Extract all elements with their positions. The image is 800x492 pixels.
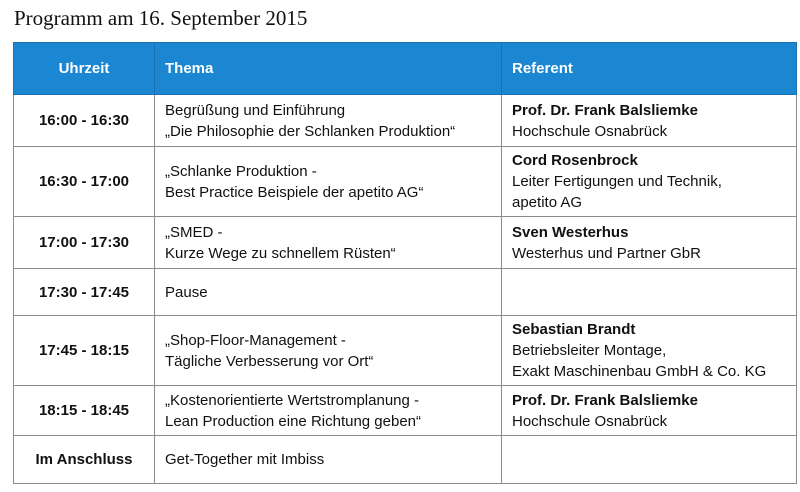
topic-cell: [155, 316, 502, 386]
topic-cell: [155, 217, 502, 269]
speaker-detail: Betriebsleiter Montage,: [512, 342, 667, 359]
speaker-detail: Westerhus und Partner GbR: [512, 244, 701, 262]
topic-cell: [155, 436, 502, 484]
time-cell: Im Anschluss: [14, 436, 155, 484]
topic-line: Best Practice Beispiele der apetito AG“: [165, 183, 424, 201]
topic-line: „Shop-Floor-Management -: [165, 331, 346, 349]
speaker-detail: Exakt Maschinenbau GmbH & Co. KG: [512, 363, 767, 380]
time-cell: 18:15 - 18:45: [14, 386, 155, 436]
document-title: Programm am 16. September 2015: [14, 6, 308, 30]
topic-cell: [155, 147, 502, 217]
speaker-cell: [502, 147, 797, 217]
speaker-cell: [502, 269, 797, 316]
topic-line: Get-Together mit Imbiss: [165, 451, 325, 468]
time-cell: 17:30 - 17:45: [14, 269, 155, 316]
speaker-detail: apetito AG: [512, 194, 583, 211]
speaker-detail: Hochschule Osnabrück: [512, 412, 668, 430]
table-row: [14, 217, 797, 269]
table-header-row: [14, 43, 797, 95]
topic-line: „Kostenorientierte Wertstromplanung -: [165, 391, 420, 409]
topic-line: Pause: [165, 283, 208, 301]
topic-line: „Die Philosophie der Schlanken Produktion“: [165, 122, 456, 140]
topic-cell: [155, 269, 502, 316]
speaker-cell: [502, 95, 797, 147]
topic-cell: [155, 386, 502, 436]
table-row: [14, 436, 797, 484]
speaker-cell: [502, 436, 797, 484]
topic-line: Lean Production eine Richtung geben“: [165, 412, 422, 430]
speaker-name: Prof. Dr. Frank Balsliemke: [512, 391, 698, 409]
table-row: [14, 147, 797, 217]
schedule-body: [14, 95, 797, 484]
speaker-cell: [502, 316, 797, 386]
header-speaker: Referent: [502, 43, 797, 95]
table-row: [14, 386, 797, 436]
time-cell: 17:45 - 18:15: [14, 316, 155, 386]
speaker-name: Prof. Dr. Frank Balsliemke: [512, 101, 698, 119]
time-cell: 16:00 - 16:30: [14, 95, 155, 147]
time-cell: 17:00 - 17:30: [14, 217, 155, 269]
table-row: [14, 269, 797, 316]
topic-line: Kurze Wege zu schnellem Rüsten“: [165, 244, 396, 262]
header-topic: Thema: [155, 43, 502, 95]
table-row: [14, 95, 797, 147]
speaker-name: Sven Westerhus: [512, 223, 629, 241]
speaker-name: Cord Rosenbrock: [512, 152, 638, 169]
schedule-table: [13, 42, 797, 484]
topic-line: Begrüßung und Einführung: [165, 101, 346, 119]
speaker-cell: [502, 217, 797, 269]
speaker-cell: [502, 386, 797, 436]
speaker-name: Sebastian Brandt: [512, 321, 636, 338]
speaker-detail: Hochschule Osnabrück: [512, 122, 668, 140]
topic-line: Tägliche Verbesserung vor Ort“: [165, 352, 374, 370]
time-cell: 16:30 - 17:00: [14, 147, 155, 217]
table-row: [14, 316, 797, 386]
speaker-detail: Leiter Fertigungen und Technik,: [512, 173, 722, 190]
header-time: Uhrzeit: [14, 43, 155, 95]
topic-line: „Schlanke Produktion -: [165, 162, 317, 180]
topic-cell: [155, 95, 502, 147]
topic-line: „SMED -: [165, 223, 223, 241]
